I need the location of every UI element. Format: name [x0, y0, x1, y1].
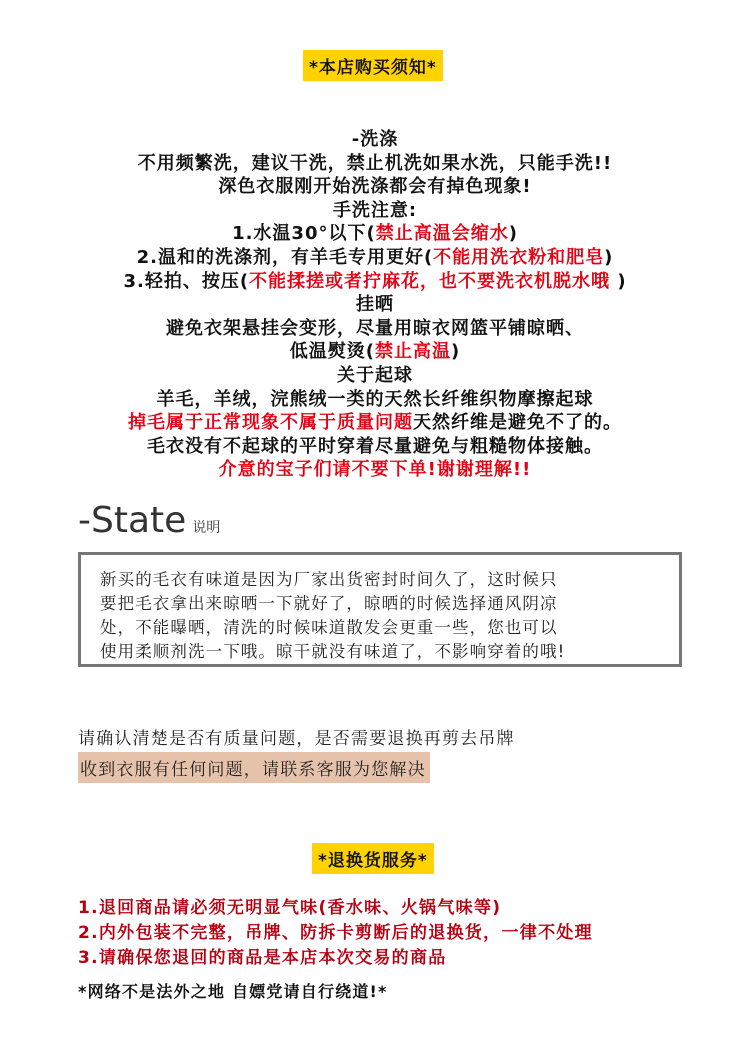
return-item-2: 2.内外包装不完整，吊牌、防拆卡剪断后的退换货，一律不处理 — [78, 923, 593, 943]
return-item-3: 3.请确保您退回的商品是本店本次交易的商品 — [78, 948, 447, 968]
washing-instructions — [0, 128, 750, 482]
return-list — [78, 896, 593, 971]
hang-line: 避免衣架悬挂会变形，尽量用晾衣网篮平铺晾晒、 — [166, 317, 584, 339]
pilling-warning: 掉毛属于正常现象不属于质量问题 — [128, 412, 413, 434]
state-line-1: 新买的毛衣有味道是因为厂家出货密封时间久了，这时候只 — [100, 570, 558, 589]
confirm-line: 请确认清楚是否有质量问题，是否需要退换再剪去吊牌 — [78, 729, 515, 749]
handwash-title: 手洗注意: — [332, 199, 418, 221]
wash-heading: -洗涤 — [351, 129, 399, 150]
iron-line — [0, 340, 750, 364]
wash-line-1: 不用频繁洗，建议干洗，禁止机洗如果水洗，只能手洗!! — [137, 152, 613, 174]
wash-line-2: 深色衣服刚开始洗涤都会有掉色现象! — [218, 176, 532, 198]
pilling-title: 关于起球 — [337, 364, 413, 386]
pilling-line-2-text: 天然纤维是避免不了的。 — [413, 412, 622, 434]
footer-notice: *网络不是法外之地 自嫖党请自行绕道!* — [78, 982, 388, 1001]
state-text — [100, 568, 680, 664]
pat-press-text: 3.轻拍、按压( — [123, 270, 250, 292]
pat-press-line — [0, 270, 750, 294]
notice-tag: *本店购买须知* — [303, 50, 443, 81]
state-subtitle: 说明 — [192, 520, 221, 536]
state-box — [78, 552, 682, 667]
water-temp-close: ) — [508, 223, 518, 245]
water-temp-line — [0, 222, 750, 246]
mind-notice: 介意的宝子们请不要下单!谢谢理解!! — [218, 459, 532, 481]
pat-press-close: ) — [610, 270, 627, 292]
state-title: -State — [78, 500, 187, 541]
pat-press-warning: 不能揉搓或者拧麻花，也不要洗衣机脱水哦 — [249, 270, 611, 292]
iron-close: ) — [451, 341, 461, 363]
return-item-1: 1.退回商品请必须无明显气味(香水味、火锅气味等) — [78, 898, 502, 918]
iron-text: 低温熨烫( — [289, 341, 375, 363]
detergent-line — [0, 246, 750, 270]
pilling-line-1: 羊毛，羊绒，浣熊绒一类的天然长纤维织物摩擦起球 — [156, 388, 594, 410]
state-heading — [78, 500, 220, 541]
hang-title: 挂晒 — [356, 294, 394, 316]
water-temp-warning: 禁止高温会缩水 — [375, 223, 509, 245]
pilling-line-2 — [0, 411, 750, 435]
return-service-tag: *退换货服务* — [312, 843, 434, 874]
state-line-3: 处，不能曝晒，清洗的时候味道散发会更重一些，您也可以 — [100, 618, 558, 637]
contact-line: 收到衣服有任何问题，请联系客服为您解决 — [78, 752, 430, 783]
pilling-line-3: 毛衣没有不起球的平时穿着尽量避免与粗糙物体接触。 — [147, 435, 603, 457]
state-line-2: 要把毛衣拿出来晾晒一下就好了，晾晒的时候选择通风阴凉 — [100, 594, 558, 613]
iron-warning: 禁止高温 — [375, 341, 451, 363]
state-line-4: 使用柔顺剂洗一下哦。晾干就没有味道了，不影响穿着的哦! — [100, 642, 566, 661]
detergent-text: 2.温和的洗涤剂，有羊毛专用更好( — [136, 246, 434, 268]
detergent-close: ) — [604, 246, 614, 268]
water-temp-text: 1.水温30°以下( — [232, 223, 376, 245]
detergent-warning: 不能用洗衣粉和肥皂 — [433, 246, 605, 268]
